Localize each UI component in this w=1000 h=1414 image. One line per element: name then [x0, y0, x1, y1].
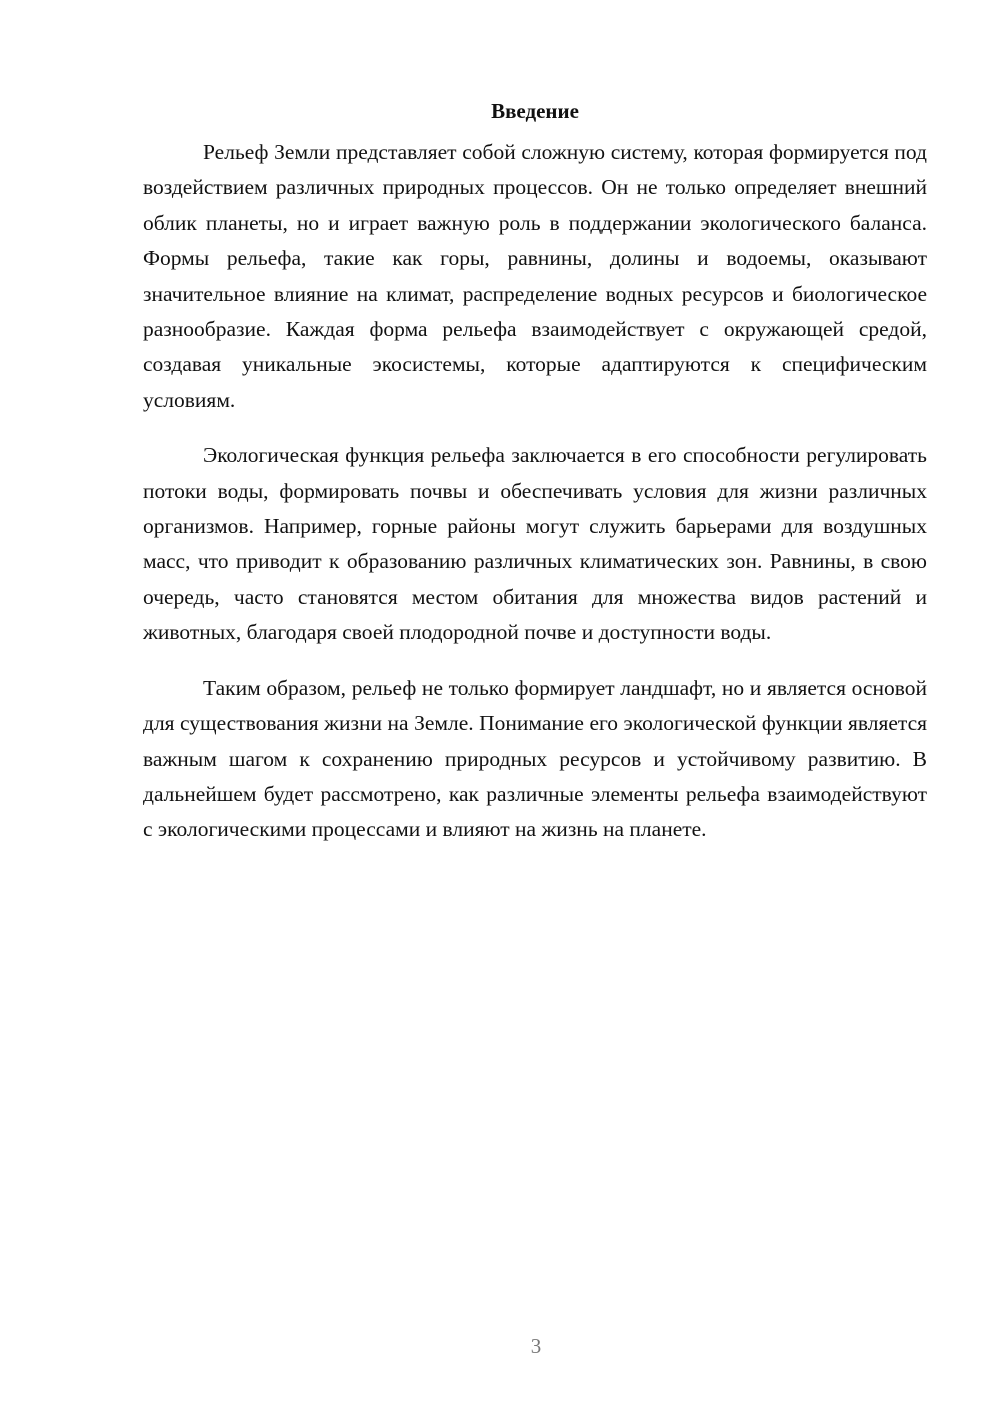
paragraph-3: Таким образом, рельеф не только формирует ландшафт, но и является основой для существования жизни на Земле. Понимание его экологической функции является важным шагом к сохранению природных ресурсов и устойчивому развитию. В дальнейшем будет рассмотрено, как различные элементы рельефа взаимодействуют с экологическими процессами и влияют на жизнь на планете.	[143, 675, 927, 842]
section-title: Введение	[491, 99, 579, 123]
page-number: 3	[530, 1334, 542, 1358]
paragraph-2: Экологическая функция рельефа заключается в его способности регулировать потоки воды, формировать почвы и обеспечивать условия для жизни различных организмов. Например, горные районы могут служить барьерами для воздушных масс, что приводит к образованию различных климатических зон. Равнины, в свою очередь, часто становятся местом обитания для множества видов растений и животных, благодаря своей плодородной почве и доступности воды.	[143, 443, 927, 645]
paragraph-1: Рельеф Земли представляет собой сложную систему, которая формируется под воздействием различных природных процессов. Он не только определяет внешний облик планеты, но и играет важную роль в поддержании экологического баланса. Формы рельефа, такие как горы, равнины, долины и водоемы, оказывают значительное влияние на климат, распределение водных ресурсов и биологическое разнообразие. Каждая форма рельефа взаимодействует с окружающей средой, создавая уникальные экосистемы, которые адаптируются к специфическим условиям.	[143, 140, 927, 412]
page-content	[143, 96, 927, 868]
